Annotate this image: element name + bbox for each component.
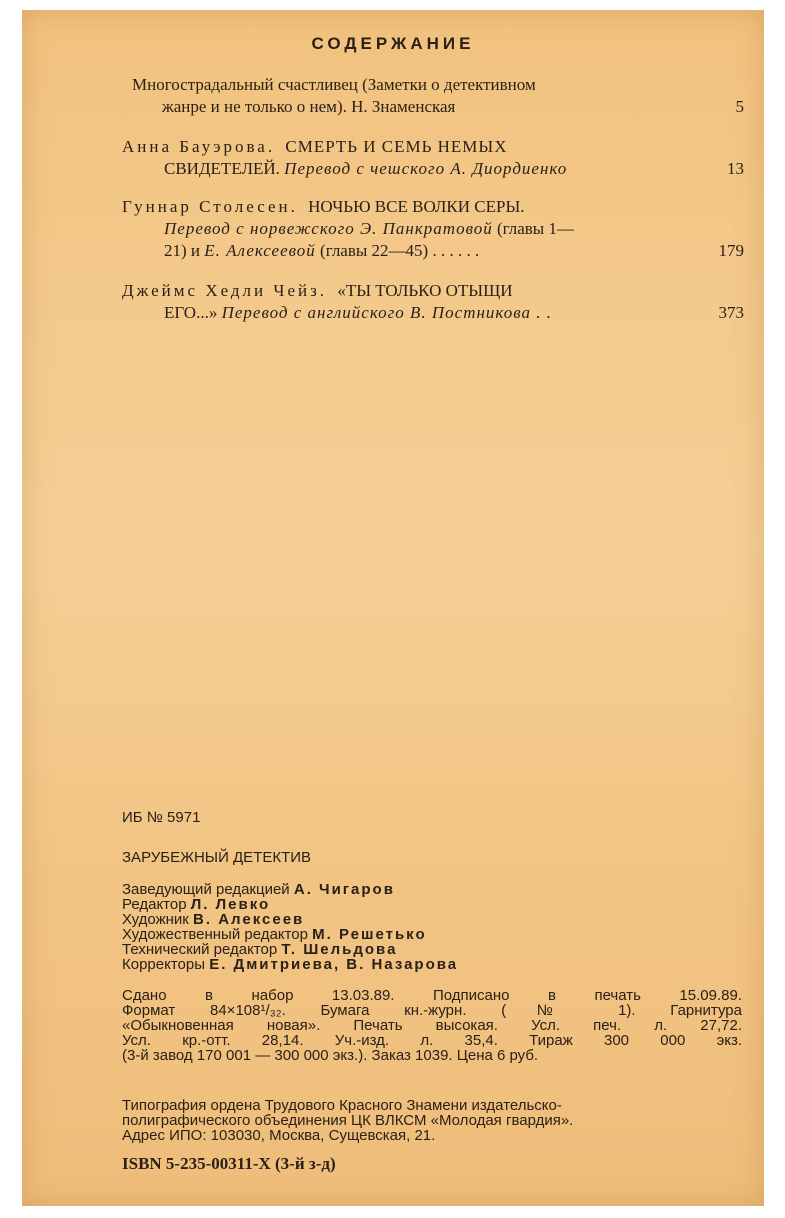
toc-entry-2-author: Анна Бауэрова. (122, 137, 276, 156)
staff-name: В. Алексеев (193, 911, 305, 928)
staff-role: Заведующий редакцией (122, 881, 290, 898)
printer-line: полиграфического объединения ЦК ВЛКСМ «Молодая гвардия». (122, 1112, 574, 1129)
toc-entry-2-line-1 (122, 136, 742, 158)
toc-title: СОДЕРЖАНИЕ (311, 34, 475, 53)
toc-entry-3-title: НОЧЬЮ ВСЕ ВОЛКИ СЕРЫ. (308, 197, 525, 216)
toc-entry-2-line-2 (122, 158, 742, 180)
toc-entry-3-translation-a: Перевод с норвежского Э. Панкратовой (164, 219, 493, 238)
print-line: (3-й завод 170 001 — 300 000 экз.). Заказ 1039. Цена 6 руб. (122, 1047, 539, 1064)
print-line: «Обыкновенная новая». Печать высокая. Усл. печ. л. 27,72. (122, 1017, 742, 1034)
printer-line: Адрес ИПО: 103030, Москва, Сущевская, 21. (122, 1127, 436, 1144)
toc-entry-3-page: 179 (718, 241, 744, 260)
toc-entry-2-translation: Перевод с чешского А. Диордиенко (284, 159, 568, 178)
toc-entry-1-page: 5 (735, 97, 744, 116)
isbn: ISBN 5-235-00311-X (3-й з-д) (122, 1154, 336, 1173)
toc-entry-4-line-1 (122, 280, 742, 302)
toc-entry-2-title: СМЕРТЬ И СЕМЬ НЕМЫХ (285, 137, 508, 156)
toc-entry-1-line-2-text: жанре и не только о нем). Н. Знаменская (162, 97, 456, 116)
toc-entry-3-translation-b: Е. Алексеевой (204, 241, 316, 260)
series-name: ЗАРУБЕЖНЫЙ ДЕТЕКТИВ (122, 849, 312, 866)
toc-entry-1-line-1: Многострадальный счастливец (Заметки о детективном (132, 75, 536, 94)
printer-details (122, 1098, 752, 1143)
staff-role: Художник (122, 911, 189, 928)
staff-name: М. Решетько (312, 926, 427, 943)
book-page (22, 10, 764, 1206)
staff-name: Л. Левко (190, 896, 271, 913)
toc-entry-4-page: 373 (718, 303, 744, 322)
printer-line: Типография ордена Трудового Красного Знамени издательско- (122, 1097, 562, 1114)
toc-entry-3-author: Гуннар Столесен. (122, 197, 298, 216)
toc-entry-4-title: «ТЫ ТОЛЬКО ОТЫЩИ (337, 281, 513, 300)
staff-line (122, 942, 742, 957)
toc-entry-4-translation: Перевод с английского В. Постникова . . (221, 303, 552, 322)
staff-name: Е. Дмитриева, В. Назарова (209, 956, 459, 973)
staff-role: Корректоры (122, 956, 206, 973)
staff-list (122, 882, 742, 972)
toc-entry-2 (122, 136, 742, 180)
toc-entry-1 (122, 74, 742, 118)
toc-entry-3-chapters-b: (главы 22—45) . . . . . . (320, 241, 480, 260)
toc-entry-4-author: Джеймс Хедли Чейз. (122, 281, 328, 300)
staff-name: А. Чигаров (293, 881, 395, 898)
print-line: Усл. кр.-отт. 28,14. Уч.-изд. л. 35,4. Тираж 300 000 экз. (122, 1032, 742, 1049)
staff-role: Технический редактор (122, 941, 278, 958)
toc-entry-3-line-1 (122, 196, 742, 218)
staff-role: Редактор (122, 896, 187, 913)
staff-line (122, 882, 742, 897)
toc-entry-4-line-2 (122, 302, 742, 324)
staff-line (122, 912, 742, 927)
print-line: Формат 84×108¹/₃₂. Бумага кн.-журн. (№ 1). Гарнитура (122, 1002, 742, 1019)
staff-line (122, 897, 742, 912)
toc-entry-3-line-2 (122, 218, 742, 240)
toc-entry-3 (122, 196, 742, 262)
toc-entry-3-chapters-a: (главы 1— (496, 219, 574, 238)
toc-entry-2-title2: СВИДЕТЕЛЕЙ. (164, 159, 280, 178)
ib-number: ИБ № 5971 (122, 809, 201, 826)
staff-line (122, 927, 742, 942)
toc-entry-4-title2: ЕГО...» (164, 303, 218, 322)
toc-entry-3-line-3 (122, 240, 742, 262)
staff-name: Т. Шельдова (281, 941, 398, 958)
toc-entry-3-chapters-a2: 21) и (164, 241, 201, 260)
staff-role: Художественный редактор (122, 926, 308, 943)
staff-line (122, 957, 742, 972)
print-line: Сдано в набор 13.03.89. Подписано в печать 15.09.89. (122, 987, 742, 1004)
print-details (122, 988, 742, 1063)
toc-entry-2-page: 13 (727, 159, 744, 178)
toc-entry-4 (122, 280, 742, 324)
toc-entry-1-line-2 (122, 96, 742, 118)
